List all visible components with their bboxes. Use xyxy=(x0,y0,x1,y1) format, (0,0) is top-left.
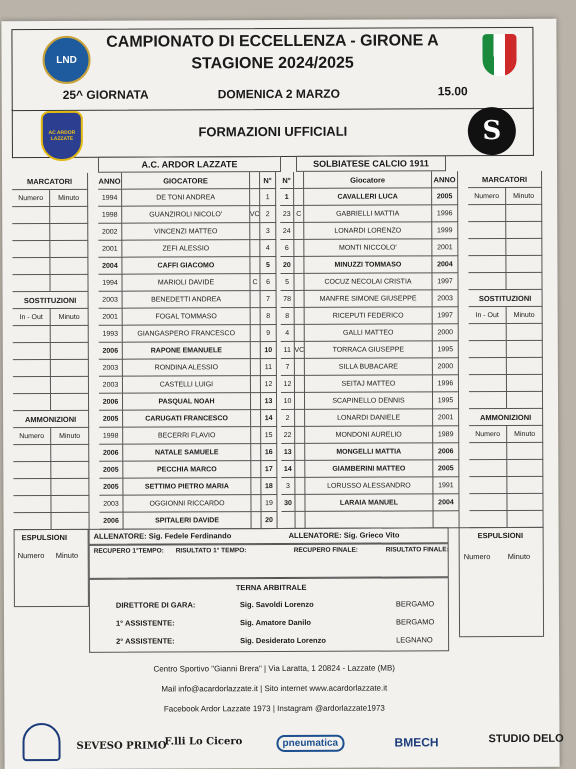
home-player-year: 2005 xyxy=(99,462,123,479)
sponsor-bmech: BMECH xyxy=(394,735,439,750)
terna-name: Sig. Desiderato Lorenzo xyxy=(240,635,326,646)
away-player-role: C xyxy=(294,206,304,223)
away-player-number: 5 xyxy=(280,274,294,291)
home-player-name: SETTIMO PIETRO MARIA xyxy=(123,478,251,496)
home-side-cell xyxy=(51,394,89,411)
home-player-name: RAPONE EMANUELE xyxy=(123,342,251,360)
away-player-number: 7 xyxy=(281,359,295,376)
away-player-year: 2001 xyxy=(432,239,458,256)
away-side-cell xyxy=(470,511,508,528)
away-player-name: LONARDI DANIELE xyxy=(305,409,433,427)
away-side-cell xyxy=(469,494,507,511)
marcatori-away-label: MARCATORI xyxy=(468,171,542,188)
home-player-year: 2005 xyxy=(99,411,123,428)
allenatore-home: ALLENATORE: Sig. Fedele Ferdinando xyxy=(93,531,232,541)
away-player-year: 1995 xyxy=(433,392,459,409)
home-side-cell xyxy=(50,241,88,258)
away-player-number: 20 xyxy=(280,257,294,274)
home-player-number: 4 xyxy=(260,240,276,257)
away-team-name: SOLBIATESE CALCIO 1911 xyxy=(296,155,446,172)
away-side-cell xyxy=(507,324,543,341)
formazioni-row xyxy=(12,107,534,158)
home-player-number: 1 xyxy=(260,189,276,206)
away-side-cell xyxy=(507,477,543,494)
away-side-cell xyxy=(507,392,543,409)
away-side-cell: In - Out xyxy=(469,307,507,324)
home-player-name: MARIOLI DAVIDE xyxy=(122,274,250,292)
home-side-cell: Minuto xyxy=(51,309,89,326)
home-side-cell: Numero xyxy=(13,428,51,445)
home-player-role xyxy=(251,478,261,495)
home-player-name: SPITALERI DAVIDE xyxy=(124,512,252,530)
away-player-number: 78 xyxy=(281,291,295,308)
footer-address: Centro Sportivo "Gianni Brera" | Via Laratta, 1 20824 - Lazzate (MB) xyxy=(153,663,395,674)
away-player-role xyxy=(295,478,305,495)
sponsor-seveso-primo: SEVESO PRIMO xyxy=(76,740,167,752)
home-side-cell xyxy=(13,343,51,360)
giocatore-home-header: GIOCATORE xyxy=(122,172,250,190)
recupero-1-label: RECUPERO 1°TEMPO: xyxy=(93,547,164,555)
away-player-name: LARAIA MANUEL xyxy=(305,494,433,512)
away-player-role xyxy=(295,461,305,478)
away-player-name: MONTI NICCOLO' xyxy=(304,239,432,257)
away-player-role xyxy=(294,257,304,274)
away-player-name: MONDONI AURELIO xyxy=(305,426,433,444)
home-player-name: CASTELLI LUIGI xyxy=(123,376,251,394)
away-side-cell xyxy=(507,375,543,392)
away-player-name: MONGELLI MATTIA xyxy=(305,443,433,461)
away-player-year: 1995 xyxy=(433,341,459,358)
away-side-cell xyxy=(507,494,543,511)
home-player-role xyxy=(251,393,261,410)
away-player-role xyxy=(295,393,305,410)
home-side-cell: In - Out xyxy=(13,309,51,326)
home-player-year: 2006 xyxy=(99,394,123,411)
giornata-label: 25^ GIORNATA xyxy=(62,87,149,102)
home-side-cell xyxy=(13,360,51,377)
home-player-role xyxy=(251,376,261,393)
home-player-role xyxy=(250,240,260,257)
away-side-cell xyxy=(508,511,544,528)
away-side-cell xyxy=(506,273,542,290)
home-player-year: 1993 xyxy=(99,326,123,343)
home-player-number: 16 xyxy=(261,444,277,461)
home-side-cell: Minuto xyxy=(50,190,88,207)
risultato-finale-label: RISULTATO FINALE: xyxy=(385,546,449,554)
home-side-cell xyxy=(52,513,90,530)
away-side-cell xyxy=(506,222,542,239)
footer-social: Facebook Ardor Lazzate 1973 | Instagram @ardorlazzate1973 xyxy=(163,703,385,714)
kickoff-time: 15.00 xyxy=(437,84,468,99)
away-side-cell xyxy=(507,341,543,358)
home-player-year: 2006 xyxy=(99,343,123,360)
home-player-year: 2003 xyxy=(99,377,123,394)
role-away-header xyxy=(294,172,304,189)
away-side-cell xyxy=(506,256,542,273)
away-side-cell xyxy=(506,239,542,256)
home-player-name: GIANGASPERO FRANCESCO xyxy=(123,325,251,343)
away-player-year: 2005 xyxy=(433,460,459,477)
home-player-number: 11 xyxy=(261,359,277,376)
away-player-year: 2003 xyxy=(433,290,459,307)
sponsor-pneumatica: pneumatica xyxy=(276,735,344,752)
home-player-year: 2003 xyxy=(99,496,123,513)
home-side-cell xyxy=(51,360,89,377)
away-player-name: GABRIELLI MATTIA xyxy=(304,205,432,223)
ardor-lazzate-logo: AC ARDOR LAZZATE xyxy=(41,111,83,161)
risultato-1-label: RISULTATO 1° TEMPO: xyxy=(175,547,247,555)
away-player-name: SCAPINELLO DENNIS xyxy=(305,392,433,410)
espulsioni-away-label: ESPULSIONI xyxy=(477,530,524,541)
terna-city: BERGAMO xyxy=(395,617,435,627)
away-player-year: 2004 xyxy=(433,494,459,511)
away-player-number: 2 xyxy=(281,410,295,427)
sostituzioni-home-label: SOSTITUZIONI xyxy=(13,292,89,309)
away-player-role xyxy=(294,223,304,240)
away-player-role xyxy=(295,410,305,427)
home-side-cell xyxy=(50,224,88,241)
home-side-cell: Minuto xyxy=(51,428,89,445)
home-player-number: 20 xyxy=(262,512,278,529)
away-player-number: 13 xyxy=(281,444,295,461)
home-player-number: 6 xyxy=(260,274,276,291)
home-player-number: 3 xyxy=(260,223,276,240)
match-sheet xyxy=(1,19,564,769)
home-player-number: 14 xyxy=(261,410,277,427)
home-player-role: VC xyxy=(250,206,260,223)
home-player-name: OGGIONNI RICCARDO xyxy=(123,495,251,513)
home-side-cell xyxy=(51,496,89,513)
home-team-name: A.C. ARDOR LAZZATE xyxy=(98,156,281,173)
home-player-year: 1998 xyxy=(99,428,123,445)
home-player-year: 2002 xyxy=(98,224,122,241)
away-player-name: TORRACA GIUSEPPE xyxy=(305,341,433,359)
away-side-cell xyxy=(468,239,506,256)
home-player-role xyxy=(251,495,261,512)
away-player-name: GALLI MATTEO xyxy=(305,324,433,342)
terna-city: BERGAMO xyxy=(395,599,435,609)
away-player-number: 10 xyxy=(281,393,295,410)
giocatore-away-header: Giocatore xyxy=(304,171,432,189)
home-side-cell xyxy=(13,326,51,343)
home-side-cell xyxy=(14,513,52,530)
away-player-role xyxy=(294,240,304,257)
away-player-role xyxy=(295,444,305,461)
home-player-year: 1994 xyxy=(98,275,122,292)
away-player-year: 2000 xyxy=(433,358,459,375)
home-player-name: PASQUAL NOAH xyxy=(123,393,251,411)
away-player-number: 24 xyxy=(280,223,294,240)
home-player-number: 2 xyxy=(260,206,276,223)
home-player-year: 1994 xyxy=(98,190,122,207)
away-player-number: 23 xyxy=(280,206,294,223)
away-player-number: 1 xyxy=(280,189,294,206)
home-player-number: 12 xyxy=(261,376,277,393)
home-side-cell xyxy=(12,241,50,258)
terna-role: 2° ASSISTENTE: xyxy=(116,636,175,646)
home-player-role xyxy=(251,461,261,478)
home-player-role xyxy=(250,189,260,206)
home-side-cell: Numero xyxy=(12,190,50,207)
home-player-role xyxy=(252,512,262,529)
away-side-cell: Numero xyxy=(468,188,506,205)
home-player-role xyxy=(251,427,261,444)
home-player-number: 10 xyxy=(261,342,277,359)
away-side-cell xyxy=(507,358,543,375)
away-player-role xyxy=(296,512,306,529)
home-player-role: C xyxy=(250,274,260,291)
away-player-name: MINUZZI TOMMASO xyxy=(304,256,432,274)
away-player-name: GIAMBERINI MATTEO xyxy=(305,460,433,478)
footer-contacts: Mail info@acardorlazzate.it | Sito internet www.acardorlazzate.it xyxy=(161,683,388,694)
sponsor-lo-cicero: F.lli Lo Cicero xyxy=(164,736,243,748)
home-player-year: 2004 xyxy=(98,258,122,275)
away-side-cell xyxy=(469,392,507,409)
anno-away-header: ANNO xyxy=(432,171,458,188)
home-player-name: NATALE SAMUELE xyxy=(123,444,251,462)
home-player-year: 2001 xyxy=(99,309,123,326)
terna-role: DIRETTORE DI GARA: xyxy=(115,600,196,610)
away-side-cell: Minuto xyxy=(507,307,543,324)
home-player-number: 8 xyxy=(261,308,277,325)
ammonizioni-away-label: AMMONIZIONI xyxy=(469,409,543,426)
home-player-year: 2006 xyxy=(100,513,124,530)
home-player-name: RONDINA ALESSIO xyxy=(123,359,251,377)
away-player-role xyxy=(294,274,304,291)
away-side-cell: Numero xyxy=(469,426,507,443)
away-player-number: 11 xyxy=(281,342,295,359)
home-player-name: ZEFI ALESSIO xyxy=(122,240,250,258)
away-player-number xyxy=(282,512,296,529)
home-player-role xyxy=(251,410,261,427)
home-player-year: 2001 xyxy=(98,241,122,258)
away-player-number: 22 xyxy=(281,427,295,444)
home-player-number: 15 xyxy=(261,427,277,444)
away-player-year: 1996 xyxy=(433,375,459,392)
terna-name: Sig. Amatore Danilo xyxy=(239,617,312,628)
home-player-number: 5 xyxy=(260,257,276,274)
home-side-cell xyxy=(50,258,88,275)
home-player-year: 2003 xyxy=(99,292,123,309)
home-side-cell xyxy=(50,275,88,292)
away-side-cell xyxy=(469,341,507,358)
away-player-name: SEITAJ MATTEO xyxy=(305,375,433,393)
away-side-cell xyxy=(506,205,542,222)
away-side-cell xyxy=(469,477,507,494)
away-side-cell xyxy=(468,273,506,290)
away-player-role xyxy=(295,308,305,325)
away-player-year xyxy=(434,511,460,528)
lnd-logo: LND xyxy=(42,36,90,84)
away-player-number: 4 xyxy=(281,325,295,342)
home-player-name: BECERRI FLAVIO xyxy=(123,427,251,445)
away-player-year: 1996 xyxy=(432,205,458,222)
terna-title: TERNA ARBITRALE xyxy=(235,582,307,593)
anno-home-header: ANNO xyxy=(98,173,122,190)
marcatori-home-label: MARCATORI xyxy=(12,173,88,190)
away-player-role xyxy=(295,427,305,444)
away-player-number: 14 xyxy=(281,461,295,478)
home-side-cell xyxy=(51,479,89,496)
terna-city: LEGNANO xyxy=(396,635,433,645)
home-player-year: 2003 xyxy=(99,360,123,377)
away-player-role xyxy=(295,325,305,342)
home-player-year: 1998 xyxy=(98,207,122,224)
away-side-cell xyxy=(468,205,506,222)
home-player-number: 7 xyxy=(261,291,277,308)
title-line1: CAMPIONATO DI ECCELLENZA - GIRONE A xyxy=(106,32,439,51)
home-side-cell xyxy=(13,394,51,411)
home-player-name: CAFFI GIACOMO xyxy=(122,257,250,275)
away-player-role xyxy=(295,291,305,308)
number-away-header: N° xyxy=(280,172,294,189)
espulsioni-home-minuto: Minuto xyxy=(55,550,79,560)
allenatore-away: ALLENATORE: Sig. Grieco Vito xyxy=(288,530,400,540)
away-side-cell xyxy=(469,460,507,477)
away-side-cell xyxy=(468,222,506,239)
away-side-cell xyxy=(468,256,506,273)
away-player-name: SILLA BUBACARE xyxy=(305,358,433,376)
home-player-number: 9 xyxy=(261,325,277,342)
home-side-cell xyxy=(13,377,51,394)
away-player-number: 12 xyxy=(281,376,295,393)
home-side-cell xyxy=(12,207,50,224)
away-side-cell: Minuto xyxy=(506,188,542,205)
number-home-header: N° xyxy=(260,172,276,189)
espulsioni-away-minuto: Minuto xyxy=(507,551,531,562)
home-side-cell xyxy=(12,275,50,292)
away-player-role: VC xyxy=(295,342,305,359)
home-side-cell xyxy=(13,462,51,479)
solbiatese-logo: S xyxy=(468,107,516,155)
away-side-cell xyxy=(469,324,507,341)
sostituzioni-away-label: SOSTITUZIONI xyxy=(469,290,543,307)
away-player-year: 2005 xyxy=(432,188,458,205)
home-player-role xyxy=(251,325,261,342)
home-player-name: FOGAL TOMMASO xyxy=(123,308,251,326)
home-player-year: 2006 xyxy=(99,445,123,462)
home-player-role xyxy=(250,257,260,274)
away-player-name: LONARDI LORENZO xyxy=(304,222,432,240)
match-date: DOMENICA 2 MARZO xyxy=(217,86,340,102)
away-side-cell: Minuto xyxy=(507,426,543,443)
home-player-role xyxy=(251,444,261,461)
home-player-name: CARUGATI FRANCESCO xyxy=(123,410,251,428)
home-player-number: 13 xyxy=(261,393,277,410)
home-side-cell xyxy=(50,207,88,224)
away-player-name: CAVALLERI LUCA xyxy=(304,188,432,206)
home-side-cell xyxy=(13,479,51,496)
espulsioni-home-numero: Numero xyxy=(17,551,45,561)
away-player-year: 2006 xyxy=(433,443,459,460)
formazioni-title: FORMAZIONI UFFICIALI xyxy=(198,123,348,140)
home-player-number: 19 xyxy=(261,495,277,512)
home-player-number: 17 xyxy=(261,461,277,478)
away-player-number: 6 xyxy=(280,240,294,257)
sponsor-aie-logo xyxy=(22,723,60,761)
home-player-name: PECCHIA MARCO xyxy=(123,461,251,479)
away-player-number: 3 xyxy=(281,478,295,495)
home-side-cell xyxy=(51,326,89,343)
away-player-name: COCUZ NECOLAI CRISTIA xyxy=(304,273,432,291)
role-home-header xyxy=(250,172,260,189)
away-player-name xyxy=(306,511,434,529)
sponsor-studio-delo: STUDIO DELO xyxy=(488,732,564,746)
away-side-cell xyxy=(507,443,543,460)
home-side-cell xyxy=(51,343,89,360)
title-line2: STAGIONE 2024/2025 xyxy=(191,54,354,73)
away-player-number: 8 xyxy=(281,308,295,325)
away-player-year: 2000 xyxy=(433,324,459,341)
home-player-name: VINCENZI MATTEO xyxy=(122,223,250,241)
recupero-finale-label: RECUPERO FINALE: xyxy=(293,546,358,554)
away-player-year: 1997 xyxy=(432,273,458,290)
away-player-year: 1989 xyxy=(433,426,459,443)
home-side-cell xyxy=(51,462,89,479)
home-player-role xyxy=(251,359,261,376)
home-player-name: DE TONI ANDREA xyxy=(122,189,250,207)
home-side-cell xyxy=(51,377,89,394)
espulsioni-away-numero: Numero xyxy=(463,552,491,562)
away-player-year: 1999 xyxy=(432,222,458,239)
home-player-name: GUANZIROLI NICOLO' xyxy=(122,206,250,224)
away-player-year: 2001 xyxy=(433,409,459,426)
away-player-name: LORUSSO ALESSANDRO xyxy=(305,477,433,495)
espulsioni-home-label: ESPULSIONI xyxy=(21,532,68,543)
header-box xyxy=(11,27,533,111)
away-player-role xyxy=(295,376,305,393)
away-side-cell xyxy=(469,358,507,375)
italia-logo xyxy=(482,34,516,76)
home-side-cell xyxy=(51,445,89,462)
home-player-number: 18 xyxy=(261,478,277,495)
home-player-role xyxy=(251,342,261,359)
away-side-cell xyxy=(469,443,507,460)
terna-name: Sig. Savoldi Lorenzo xyxy=(239,599,314,610)
home-side-cell xyxy=(12,224,50,241)
away-player-year: 1997 xyxy=(433,307,459,324)
home-player-role xyxy=(251,308,261,325)
espulsioni-away-box xyxy=(459,527,544,637)
home-player-name: BENEDETTI ANDREA xyxy=(123,291,251,309)
away-player-role xyxy=(294,189,304,206)
away-side-cell xyxy=(507,460,543,477)
away-player-role xyxy=(295,359,305,376)
away-player-role xyxy=(295,495,305,512)
home-side-cell xyxy=(13,445,51,462)
away-player-name: MANFRE SIMONE GIUSEPPE xyxy=(305,290,433,308)
away-player-year: 2004 xyxy=(432,256,458,273)
terna-role: 1° ASSISTENTE: xyxy=(115,618,175,628)
home-player-role xyxy=(250,223,260,240)
home-player-year: 2005 xyxy=(99,479,123,496)
ammonizioni-home-label: AMMONIZIONI xyxy=(13,411,89,428)
home-side-cell xyxy=(12,258,50,275)
home-side-cell xyxy=(13,496,51,513)
home-player-role xyxy=(251,291,261,308)
away-side-cell xyxy=(469,375,507,392)
away-player-name: RICEPUTI FEDERICO xyxy=(305,307,433,325)
away-player-year: 1991 xyxy=(433,477,459,494)
away-player-number: 30 xyxy=(281,495,295,512)
